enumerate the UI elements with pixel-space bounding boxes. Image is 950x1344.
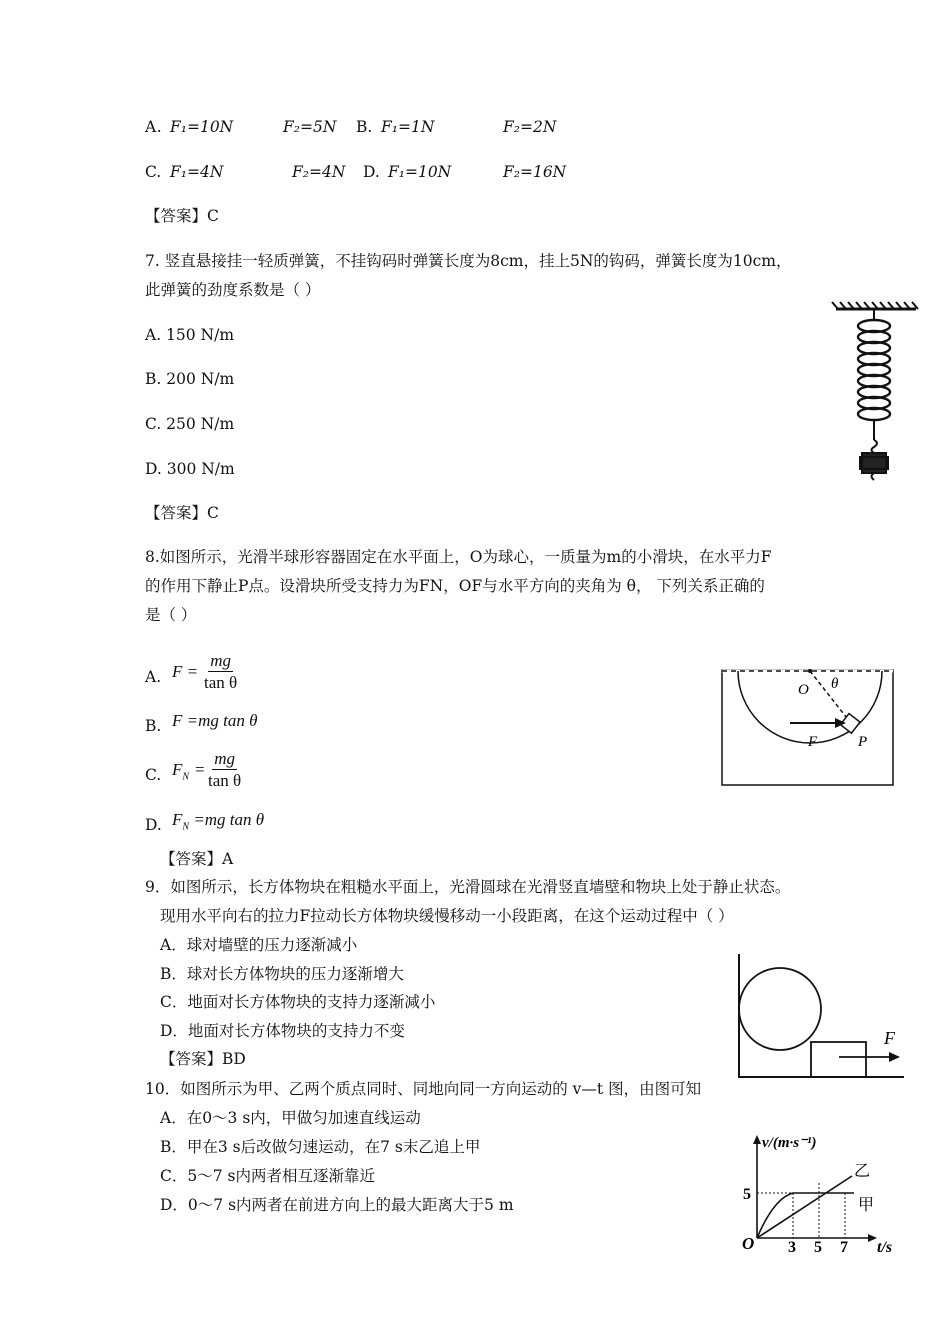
q9-stem-line1: 9．如图所示，长方体物块在粗糙水平面上，光滑圆球在光滑竖直墙壁和物块上处于静止状态。 [145,878,791,896]
q8-option-a-lhs: F = [172,662,199,681]
q8-option-d-f: F [172,810,183,829]
fig-label-theta: θ [831,676,839,692]
q6-option-a-f1: F₁=10N [170,118,234,136]
graph-series-jia: 甲 [858,1195,875,1214]
q6-option-d-label: D. [363,163,380,181]
ball-block-figure [734,952,910,1084]
hemisphere-figure [718,666,898,790]
q9-option-a: A．球对墙壁的压力逐渐减小 [160,936,358,954]
q9-option-d: D．地面对长方体物块的支持力不变 [160,1022,405,1040]
graph-ylabel: v/(m·s⁻¹) [762,1135,817,1151]
q7-answer: 【答案】C [145,504,219,522]
q8-option-b-label: B. [145,717,162,735]
q8-option-d-label: D. [145,816,162,834]
q6-option-b-f1: F₁=1N [381,118,435,136]
q8-option-d-sub: N [182,821,190,833]
q8-option-c-fraction [208,749,241,792]
q8-option-d-expr [172,810,264,837]
q8-option-a-num: mg [210,651,231,670]
q10-option-b: B．甲在3 s后改做匀速运动，在7 s末乙追上甲 [160,1138,481,1156]
q7-stem-line1: 7. 竖直悬接挂一轻质弹簧，不挂钩码时弹簧长度为8cm，挂上5N的钩码，弹簧长度为10cm， [145,252,792,270]
q8-option-b-expr: F =mg tan θ [172,711,258,730]
q8-option-c-sub: N [182,771,190,783]
graph-xlabel: t/s [877,1239,893,1256]
q8-option-a-label: A. [145,668,162,686]
graph-x-tick-7: 7 [840,1239,848,1256]
q8-stem-line3: 是（ ） [145,606,197,624]
q9-option-c: C．地面对长方体物块的支持力逐渐减小 [160,993,436,1011]
fig-label-p: P [858,734,868,750]
q8-option-c-den: tan θ [208,771,242,790]
fig-label-f: F [808,734,818,750]
graph-series-yi: 乙 [854,1161,871,1180]
q7-option-b: B. 200 N/m [145,370,235,388]
q6-option-a [145,117,162,137]
q6-option-c-f1: F₁=4N [170,163,224,181]
q9-stem-line2: 现用水平向右的拉力F拉动长方体物块缓慢移动一小段距离，在这个运动过程中（ ） [160,907,734,925]
q8-option-c-lhs [172,760,189,787]
graph-x-tick-5: 5 [814,1239,822,1256]
q8-option-d-rhs: =mg tan θ [189,810,265,829]
q8-option-c-f: F [172,760,183,779]
graph-x-tick-3: 3 [788,1239,796,1256]
q6-option-a-f2: F₂=5N [283,118,337,136]
q10-option-d: D．0～7 s内两者在前进方向上的最大距离大于5 m [160,1196,514,1214]
q10-option-a: A．在0～3 s内，甲做匀加速直线运动 [160,1109,421,1127]
q6-option-d-f2: F₂=16N [503,163,567,181]
q8-answer: 【答案】A [160,850,234,868]
q9-answer: 【答案】BD [160,1050,246,1068]
graph-y-tick-5: 5 [743,1186,751,1203]
q8-option-a-fraction [204,651,237,694]
q7-option-c: C. 250 N/m [145,415,235,433]
q8-option-a-den: tan θ [204,673,238,692]
vt-graph [734,1126,910,1256]
spring-figure [828,300,924,485]
q6-answer: 【答案】C [145,207,219,225]
q6-option-c-label: C. [145,163,162,181]
q6-option-b-f2: F₂=2N [503,118,557,136]
graph-origin: O [742,1234,755,1253]
q6-option-c-f2: F₂=4N [292,163,346,181]
q6-option-d-f1: F₁=10N [388,163,452,181]
q7-option-d: D. 300 N/m [145,460,235,478]
fig-label-o: O [798,682,809,698]
q10-option-c: C．5～7 s内两者相互逐渐靠近 [160,1167,375,1185]
q8-option-c-num: mg [214,749,235,768]
q8-option-c-label: C. [145,766,162,784]
q7-option-a: A. 150 N/m [145,326,235,344]
fig-label-force: F [884,1028,895,1048]
q6-option-b-label: B. [356,118,373,136]
q8-stem-line1: 8.如图所示，光滑半球形容器固定在水平面上，O为球心，一质量为m的小滑块，在水平力F [145,548,772,566]
q6-option-a-label: A. [145,118,163,136]
q8-stem-line2: 的作用下静止P点。设滑块所受支持力为FN，OF与水平方向的夹角为 θ， 下列关系正确的 [145,577,765,595]
q8-option-c-eq: = [195,760,205,779]
q10-stem: 10．如图所示为甲、乙两个质点同时、同地向同一方向运动的 v—t 图，由图可知 [145,1080,702,1098]
q9-option-b: B．球对长方体物块的压力逐渐增大 [160,965,404,983]
q7-stem-line2: 此弹簧的劲度系数是（ ） [145,281,321,299]
